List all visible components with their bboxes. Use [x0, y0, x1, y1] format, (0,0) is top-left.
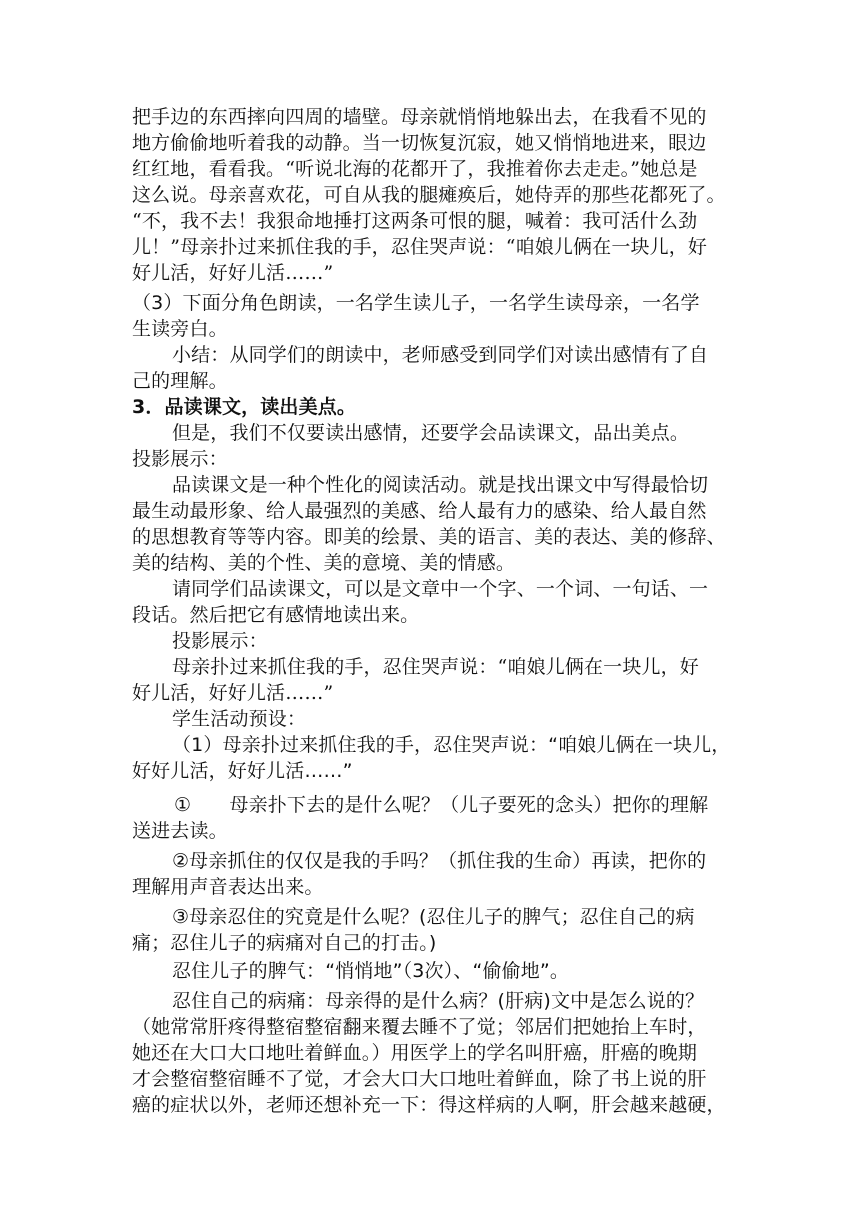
quote-line: 好儿活，好好儿活……” [132, 262, 334, 284]
projection-line: 的思想教育等等内容。即美的绘景、美的语言、美的表达、美的修辞、 [132, 526, 726, 548]
paragraph-line: 小结：从同学们的朗读中，老师感受到同学们对读出感情有了自 [172, 344, 709, 366]
paragraph-line: 学生活动预设： [172, 708, 307, 730]
paragraph-line: ②母亲抓住的仅仅是我的手吗？（抓住我的生命）再读，把你的 [172, 850, 707, 872]
paragraph-line: ① 母亲扑下去的是什么呢？（儿子要死的念头）把你的理解 [174, 794, 709, 816]
paragraph-line: （3）下面分角色朗读，一名学生读儿子，一名学生读母亲，一名学 [132, 292, 700, 314]
paragraph-line: 段话。然后把它有感情地读出来。 [132, 604, 420, 626]
section-heading: 3．品读课文，读出美点。 [132, 396, 357, 418]
paragraph-line: 忍住儿子的脾气：“悄悄地”（3次）、“偷偷地”。 [172, 960, 570, 982]
projection-line: 好儿活，好好儿活……” [132, 682, 334, 704]
projection-line: 品读课文是一种个性化的阅读活动。就是找出课文中写得最恰切 [172, 474, 709, 496]
paragraph-line: （她常常肝疼得整宿整宿翻来覆去睡不了觉；邻居们把她抬上车时， [132, 1016, 707, 1038]
paragraph-line: 理解用声音表达出来。 [132, 876, 324, 898]
paragraph-line: （1）母亲扑过来抓住我的手，忍住哭声说：“咱娘儿俩在一块儿， [172, 734, 731, 756]
quote-line: 把手边的东西摔向四周的墙壁。母亲就悄悄地躲出去，在我看不见的 [132, 106, 707, 128]
quote-line: 这么说。母亲喜欢花，可自从我的腿瘫痪后，她侍弄的那些花都死了。 [132, 184, 726, 206]
quote-line: 地方偷偷地听着我的动静。当一切恢复沉寂，她又悄悄地进来，眼边 [132, 132, 707, 154]
paragraph-line: 但是，我们不仅要读出感情，还要学会品读课文，品出美点。 [172, 422, 690, 444]
paragraph-line: 好好儿活，好好儿活……” [132, 760, 353, 782]
paragraph-line: 癌的症状以外，老师还想补充一下：得这样病的人啊，肝会越来越硬， [132, 1094, 726, 1116]
paragraph-line: 请同学们品读课文，可以是文章中一个字、一个词、一句话、一 [172, 578, 709, 600]
projection-line: 母亲扑过来抓住我的手，忍住哭声说：“咱娘儿俩在一块儿，好 [172, 656, 699, 678]
paragraph-line: 生读旁白。 [132, 318, 228, 340]
paragraph-line: 己的理解。 [132, 370, 228, 392]
quote-line: 儿！”母亲扑过来抓住我的手，忍住哭声说：“咱娘儿俩在一块儿，好 [132, 236, 708, 258]
paragraph-line: 投影展示： [132, 448, 228, 470]
quote-line: “不，我不去！我狠命地捶打这两条可恨的腿，喊着：我可活什么劲 [132, 210, 698, 232]
paragraph-line: 痛；忍住儿子的病痛对自己的打击。) [132, 932, 437, 954]
paragraph-line: ③母亲忍住的究竟是什么呢？(忍住儿子的脾气；忍住自己的病 [172, 906, 695, 928]
projection-line: 最生动最形象、给人最强烈的美感、给人最有力的感染、给人最自然 [132, 500, 707, 522]
paragraph-line: 她还在大口大口地吐着鲜血。）用医学上的学名叫肝癌，肝癌的晚期 [132, 1042, 698, 1064]
projection-line: 美的结构、美的个性、美的意境、美的情感。 [132, 552, 516, 574]
paragraph-line: 忍住自己的病痛：母亲得的是什么病？(肝病)文中是怎么说的？ [172, 990, 705, 1012]
quote-line: 红红地，看看我。“听说北海的花都开了，我推着你去走走。”她总是 [132, 158, 698, 180]
paragraph-line: 投影展示： [172, 630, 268, 652]
paragraph-line: 才会整宿整宿睡不了觉，才会大口大口地吐着鲜血，除了书上说的肝 [132, 1068, 707, 1090]
paragraph-line: 送进去读。 [132, 820, 228, 842]
